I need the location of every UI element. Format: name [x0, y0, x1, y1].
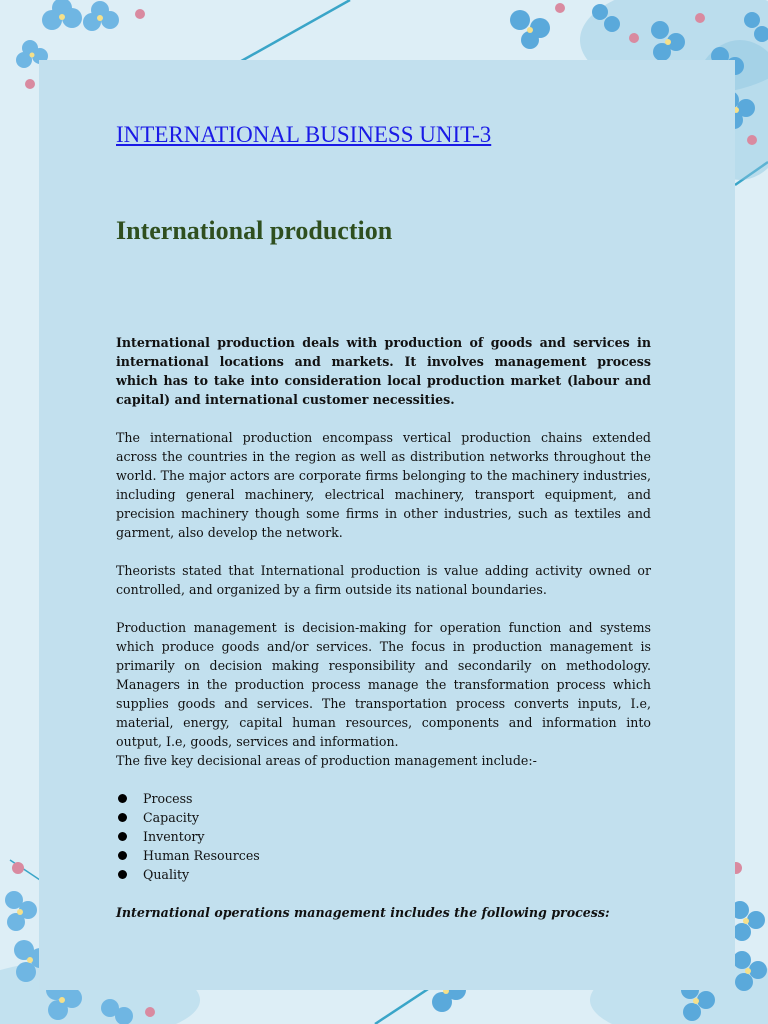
list-item [116, 865, 651, 884]
list-item [116, 846, 651, 865]
list-item [116, 789, 651, 808]
bullet-icon [118, 832, 127, 841]
list-item-label: Human Resources [143, 848, 260, 863]
bullet-icon [118, 794, 127, 803]
list-item [116, 827, 651, 846]
bullet-icon [118, 851, 127, 860]
list-intro: The five key decisional areas of production management include:- [116, 753, 537, 768]
list-item [116, 808, 651, 827]
intro-paragraph: International production deals with production of goods and services in international locations and markets. It involves management process which has to take into consideration local production market (labour and capital) and international customer necessities. [116, 335, 651, 407]
list-item-label: Capacity [143, 810, 199, 825]
bullet-icon [118, 813, 127, 822]
unit-title-link[interactable]: INTERNATIONAL BUSINESS UNIT-3 [116, 122, 492, 147]
section-title: International production [116, 216, 393, 245]
list-item-label: Quality [143, 867, 190, 882]
bullet-icon [118, 870, 127, 879]
closing-line: International operations management includes the following process: [116, 905, 610, 920]
key-areas-list [116, 789, 651, 884]
paragraph-production-chains: The international production encompass vertical production chains extended across the countries in the region as well as distribution networks throughout the world. The major actors are corporate firms belonging to the machinery industries, including general machinery, electrical machinery, transport equipment, and precision machinery though some firms in other industries, such as textiles and garment, also develop the network. [116, 430, 651, 540]
document-text [116, 333, 651, 922]
list-item-label: Inventory [143, 829, 205, 844]
list-item-label: Process [143, 791, 193, 806]
paragraph-theorists: Theorists stated that International production is value adding activity owned or controlled, and organized by a firm outside its national boundaries. [116, 563, 651, 597]
paragraph-production-management: Production management is decision-making for operation function and systems which produce goods and/or services. The focus in production management is primarily on decision making responsibility and secondarily on methodology. Managers in the production process manage the transformation process which supplies goods and services. The transportation process converts inputs, I.e, material, energy, capital human resources, components and information into output, I.e, goods, services and information. [116, 620, 651, 749]
